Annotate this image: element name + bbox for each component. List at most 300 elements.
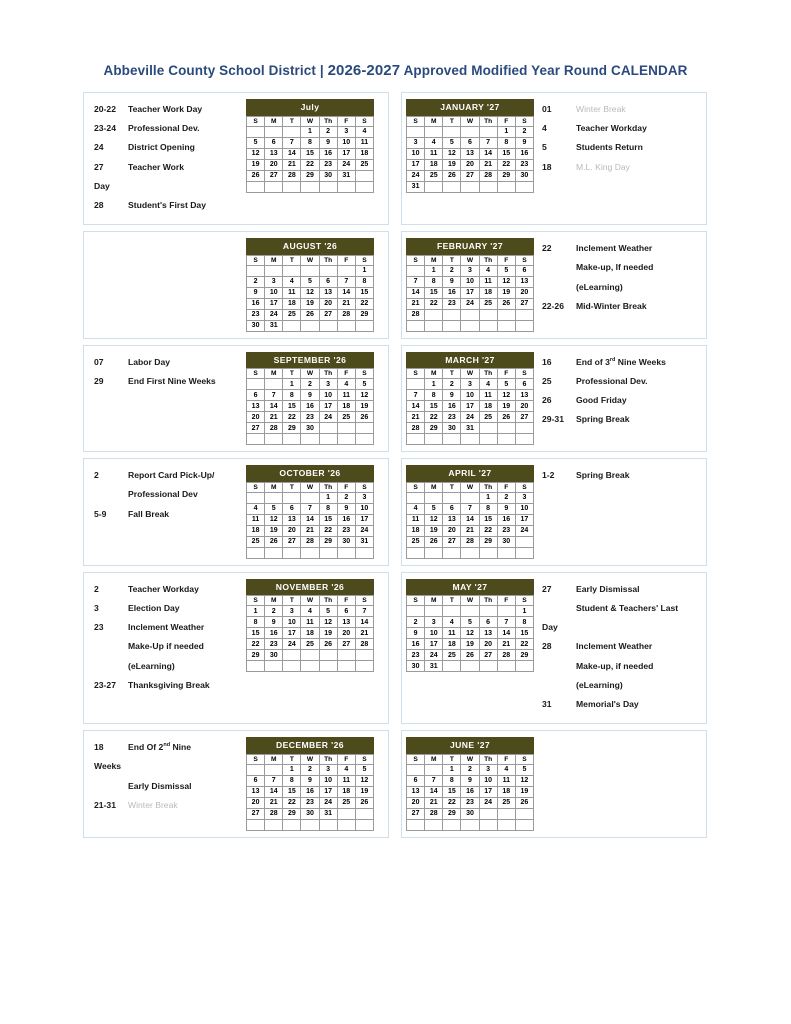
day-cell: 15	[515, 628, 533, 639]
day-cell: 2	[301, 379, 319, 390]
note-date: 22	[542, 243, 552, 254]
empty-day-cell	[247, 181, 265, 192]
day-cell: 9	[319, 137, 337, 148]
day-cell: 26	[425, 536, 443, 547]
day-cell: 5	[355, 379, 373, 390]
weekday-s: S	[515, 255, 533, 265]
weekday-header-row	[407, 255, 534, 265]
day-cell: 28	[407, 423, 425, 434]
day-cell: 4	[337, 379, 355, 390]
week-row	[407, 492, 534, 503]
empty-day-cell	[497, 181, 515, 192]
day-cell: 8	[425, 276, 443, 287]
day-cell: 19	[319, 628, 337, 639]
month-title-january: JANUARY '27	[406, 99, 534, 116]
weekday-header-row	[247, 255, 374, 265]
note-text: Teacher Work	[128, 161, 185, 172]
week-row	[247, 786, 374, 797]
weekday-s: S	[355, 482, 373, 492]
day-cell: 1	[283, 379, 301, 390]
note-item	[542, 640, 692, 652]
empty-day-cell	[407, 606, 425, 617]
empty-day-cell	[461, 434, 479, 445]
notes-december	[88, 737, 246, 831]
empty-day-cell	[407, 126, 425, 137]
day-cell: 1	[479, 492, 497, 503]
day-cell: 15	[283, 401, 301, 412]
weekday-f: F	[337, 369, 355, 379]
weekday-m: M	[265, 596, 283, 606]
day-cell: 26	[319, 639, 337, 650]
note-text	[128, 180, 244, 192]
day-cell: 17	[407, 159, 425, 170]
week-row	[247, 764, 374, 775]
day-cell: 15	[319, 514, 337, 525]
week-row	[407, 137, 534, 148]
day-cell: 1	[443, 764, 461, 775]
empty-day-cell	[355, 547, 373, 558]
empty-day-cell	[283, 547, 301, 558]
day-cell: 22	[425, 412, 443, 423]
day-cell: 18	[355, 148, 373, 159]
day-cell: 2	[407, 617, 425, 628]
week-row	[407, 423, 534, 434]
empty-day-cell	[479, 181, 497, 192]
empty-day-cell	[337, 808, 355, 819]
empty-day-cell	[515, 536, 533, 547]
calendar-november	[246, 579, 374, 717]
note-item	[542, 281, 692, 293]
day-cell: 31	[407, 181, 425, 192]
day-cell: 16	[497, 514, 515, 525]
day-cell: 26	[355, 797, 373, 808]
day-cell: 22	[283, 797, 301, 808]
day-cell: 7	[425, 775, 443, 786]
day-cell: 9	[301, 390, 319, 401]
day-cell: 30	[319, 170, 337, 181]
empty-day-cell	[337, 650, 355, 661]
note-text: District Opening	[128, 142, 195, 153]
day-cell: 25	[283, 309, 301, 320]
month-table-march	[406, 352, 534, 446]
day-cell: 19	[355, 401, 373, 412]
day-cell: 19	[247, 159, 265, 170]
note-date: 23-24	[94, 123, 116, 134]
month-title-june: JUNE '27	[406, 737, 534, 754]
weekday-header-row	[407, 596, 534, 606]
month-title-december: DECEMBER '26	[246, 737, 374, 754]
day-cell: 20	[407, 797, 425, 808]
note-date: 3	[94, 602, 99, 613]
day-cell: 29	[283, 808, 301, 819]
note-text: Professional Dev.	[576, 375, 648, 386]
weekday-m: M	[265, 255, 283, 265]
empty-day-cell	[247, 379, 265, 390]
note-date: 07	[94, 356, 104, 367]
empty-day-cell	[247, 547, 265, 558]
empty-day-cell	[461, 309, 479, 320]
day-cell: 28	[461, 536, 479, 547]
note-date: 28	[94, 200, 104, 211]
panel-march	[401, 345, 707, 453]
day-cell: 3	[283, 606, 301, 617]
note-text: Early Dismissal	[128, 780, 192, 791]
empty-day-cell	[443, 492, 461, 503]
day-cell: 11	[337, 390, 355, 401]
month-title-september: SEPTEMBER '26	[246, 352, 374, 369]
day-cell: 16	[265, 628, 283, 639]
empty-day-cell	[247, 661, 265, 672]
day-cell: 29	[301, 170, 319, 181]
weekday-m: M	[265, 369, 283, 379]
note-date: 18	[542, 161, 552, 172]
day-cell: 20	[443, 525, 461, 536]
day-cell: 16	[461, 786, 479, 797]
empty-day-cell	[407, 819, 425, 830]
day-cell: 25	[425, 170, 443, 181]
day-cell: 11	[497, 775, 515, 786]
empty-day-cell	[301, 181, 319, 192]
day-cell: 8	[443, 775, 461, 786]
day-cell: 4	[337, 764, 355, 775]
weekday-th: Th	[479, 754, 497, 764]
day-cell: 25	[479, 412, 497, 423]
day-cell: 5	[319, 606, 337, 617]
week-row	[247, 126, 374, 137]
day-cell: 25	[301, 639, 319, 650]
day-cell: 6	[247, 775, 265, 786]
day-cell: 12	[319, 617, 337, 628]
day-cell: 19	[497, 401, 515, 412]
note-date	[542, 679, 576, 691]
empty-day-cell	[247, 764, 265, 775]
day-cell: 14	[407, 287, 425, 298]
note-item	[94, 199, 244, 211]
day-cell: 28	[355, 639, 373, 650]
day-cell: 14	[265, 786, 283, 797]
empty-day-cell	[337, 661, 355, 672]
week-row	[247, 390, 374, 401]
day-cell: 9	[301, 775, 319, 786]
weekday-m: M	[265, 116, 283, 126]
day-cell: 15	[497, 148, 515, 159]
note-item	[542, 161, 692, 173]
month-title-april: APRIL '27	[406, 465, 534, 482]
day-cell: 23	[515, 159, 533, 170]
empty-day-cell	[283, 819, 301, 830]
day-cell: 18	[407, 525, 425, 536]
week-row	[247, 639, 374, 650]
day-cell: 17	[425, 639, 443, 650]
week-row	[247, 276, 374, 287]
note-date: 22-26	[542, 300, 564, 311]
month-title-february: FEBRUARY '27	[406, 238, 534, 255]
day-cell: 24	[265, 309, 283, 320]
note-text: (eLearning)	[576, 281, 623, 292]
day-cell: 4	[283, 276, 301, 287]
note-item	[542, 583, 692, 595]
weekday-m: M	[425, 482, 443, 492]
empty-day-cell	[515, 808, 533, 819]
note-item	[94, 741, 244, 753]
empty-day-cell	[479, 309, 497, 320]
day-cell: 22	[497, 159, 515, 170]
week-row	[247, 525, 374, 536]
day-cell: 3	[265, 276, 283, 287]
day-cell: 24	[425, 650, 443, 661]
day-cell: 27	[407, 808, 425, 819]
day-cell: 17	[479, 786, 497, 797]
weekday-header-row	[247, 754, 374, 764]
month-table-april	[406, 465, 534, 559]
day-cell: 9	[265, 617, 283, 628]
empty-day-cell	[443, 126, 461, 137]
day-cell: 24	[479, 797, 497, 808]
note-item	[542, 242, 692, 254]
day-cell: 14	[425, 786, 443, 797]
day-cell: 21	[479, 159, 497, 170]
day-cell: 18	[337, 786, 355, 797]
day-cell: 2	[443, 379, 461, 390]
week-row	[407, 159, 534, 170]
weekday-s: S	[247, 482, 265, 492]
note-item	[542, 375, 692, 387]
note-item	[542, 261, 692, 273]
day-cell: 30	[497, 536, 515, 547]
note-text: Winter Break	[576, 104, 626, 114]
weekday-w: W	[461, 255, 479, 265]
day-cell: 12	[301, 287, 319, 298]
empty-day-cell	[355, 423, 373, 434]
note-text: Inclement Weather	[576, 243, 653, 254]
day-cell: 15	[247, 628, 265, 639]
weekday-w: W	[301, 754, 319, 764]
week-row	[247, 137, 374, 148]
day-cell: 6	[265, 137, 283, 148]
note-item	[542, 141, 692, 153]
empty-day-cell	[265, 265, 283, 276]
day-cell: 13	[283, 514, 301, 525]
day-cell: 4	[479, 265, 497, 276]
weekday-header-row	[407, 754, 534, 764]
day-cell: 30	[265, 650, 283, 661]
week-row	[407, 390, 534, 401]
note-text: Inclement Weather	[576, 641, 653, 652]
panel-april	[401, 458, 707, 566]
day-cell: 13	[461, 148, 479, 159]
day-cell: 2	[301, 764, 319, 775]
day-cell: 4	[355, 126, 373, 137]
week-row	[247, 309, 374, 320]
note-item	[94, 780, 244, 792]
week-row	[407, 514, 534, 525]
weekday-m: M	[265, 482, 283, 492]
day-cell: 13	[265, 148, 283, 159]
day-cell: 8	[283, 390, 301, 401]
day-cell: 18	[425, 159, 443, 170]
note-item	[542, 413, 692, 425]
empty-day-cell	[461, 492, 479, 503]
weekday-s: S	[247, 116, 265, 126]
day-cell: 3	[407, 137, 425, 148]
day-cell: 19	[497, 287, 515, 298]
day-cell: 20	[247, 412, 265, 423]
empty-day-cell	[301, 819, 319, 830]
weekday-th: Th	[479, 116, 497, 126]
day-cell: 26	[461, 650, 479, 661]
day-cell: 16	[301, 401, 319, 412]
empty-day-cell	[319, 650, 337, 661]
empty-day-cell	[479, 126, 497, 137]
day-cell: 16	[515, 148, 533, 159]
day-cell: 1	[515, 606, 533, 617]
day-cell: 2	[319, 126, 337, 137]
week-row	[247, 159, 374, 170]
empty-day-cell	[355, 320, 373, 331]
empty-day-cell	[319, 265, 337, 276]
day-cell: 25	[355, 159, 373, 170]
day-cell: 10	[283, 617, 301, 628]
day-cell: 1	[497, 126, 515, 137]
day-cell: 23	[247, 309, 265, 320]
empty-day-cell	[515, 320, 533, 331]
note-item	[94, 356, 244, 368]
note-item	[94, 180, 244, 192]
empty-day-cell	[461, 661, 479, 672]
day-cell: 8	[479, 503, 497, 514]
empty-day-cell	[319, 661, 337, 672]
note-date: 2	[94, 583, 99, 594]
day-cell: 11	[283, 287, 301, 298]
day-cell: 8	[425, 390, 443, 401]
weekday-f: F	[497, 369, 515, 379]
month-title-may: MAY '27	[406, 579, 534, 596]
note-date	[542, 261, 576, 273]
panel-february	[401, 231, 707, 339]
day-cell: 30	[461, 808, 479, 819]
day-cell: 26	[497, 412, 515, 423]
weekday-t: T	[283, 255, 301, 265]
week-row	[407, 606, 534, 617]
day-cell: 12	[265, 514, 283, 525]
day-cell: 2	[497, 492, 515, 503]
weekday-th: Th	[319, 116, 337, 126]
note-text: Professional Dev.	[128, 123, 200, 134]
weekday-m: M	[265, 754, 283, 764]
note-date: 23	[94, 622, 104, 633]
weekday-s: S	[407, 754, 425, 764]
day-cell: 7	[461, 503, 479, 514]
note-text: Memorial's Day	[576, 698, 639, 709]
panel-january	[401, 92, 707, 225]
week-row	[407, 265, 534, 276]
note-item	[542, 300, 692, 312]
empty-day-cell	[497, 320, 515, 331]
weekday-w: W	[461, 754, 479, 764]
calendar-row-1	[83, 92, 708, 225]
empty-day-cell	[479, 819, 497, 830]
week-row	[247, 265, 374, 276]
note-date: 5-9	[94, 508, 107, 519]
note-date	[94, 640, 128, 652]
day-cell: 31	[319, 808, 337, 819]
day-cell: 20	[515, 287, 533, 298]
day-cell: 10	[355, 503, 373, 514]
note-item	[542, 394, 692, 406]
day-cell: 7	[283, 137, 301, 148]
note-date: 26	[542, 395, 552, 406]
day-cell: 4	[301, 606, 319, 617]
note-date	[542, 602, 576, 614]
empty-day-cell	[337, 423, 355, 434]
panel-august	[83, 231, 389, 339]
note-text: Make-Up if needed	[128, 641, 204, 652]
note-text: End Of 2nd Nine	[128, 742, 192, 753]
day-cell: 23	[443, 298, 461, 309]
week-row	[407, 320, 534, 331]
empty-day-cell	[283, 492, 301, 503]
note-item	[94, 799, 244, 811]
day-cell: 12	[355, 775, 373, 786]
note-text: Student & Teachers' Last	[576, 602, 679, 613]
weekday-w: W	[301, 482, 319, 492]
day-cell: 31	[355, 536, 373, 547]
day-cell: 4	[247, 503, 265, 514]
day-cell: 26	[443, 170, 461, 181]
note-date: 24	[94, 142, 104, 153]
day-cell: 5	[461, 617, 479, 628]
empty-day-cell	[461, 547, 479, 558]
day-cell: 29	[443, 808, 461, 819]
note-item	[94, 161, 244, 173]
week-row	[407, 412, 534, 423]
day-cell: 10	[407, 148, 425, 159]
week-row	[247, 503, 374, 514]
empty-day-cell	[497, 819, 515, 830]
note-date: Day	[94, 180, 110, 191]
empty-day-cell	[497, 309, 515, 320]
week-row	[247, 181, 374, 192]
empty-day-cell	[407, 434, 425, 445]
day-cell: 13	[515, 276, 533, 287]
weekday-s: S	[515, 482, 533, 492]
empty-day-cell	[407, 764, 425, 775]
day-cell: 7	[301, 503, 319, 514]
empty-day-cell	[283, 434, 301, 445]
empty-day-cell	[355, 650, 373, 661]
empty-day-cell	[407, 265, 425, 276]
empty-day-cell	[443, 434, 461, 445]
day-cell: 10	[515, 503, 533, 514]
empty-day-cell	[443, 309, 461, 320]
week-row	[247, 170, 374, 181]
note-item	[94, 602, 244, 614]
week-row	[407, 148, 534, 159]
day-cell: 26	[515, 797, 533, 808]
empty-day-cell	[283, 265, 301, 276]
day-cell: 29	[425, 423, 443, 434]
day-cell: 27	[265, 170, 283, 181]
empty-day-cell	[247, 265, 265, 276]
note-date: 1-2	[542, 470, 555, 481]
day-cell: 6	[407, 775, 425, 786]
month-title-october: OCTOBER '26	[246, 465, 374, 482]
note-item	[94, 760, 244, 772]
weekday-t: T	[443, 116, 461, 126]
day-cell: 10	[461, 390, 479, 401]
empty-day-cell	[497, 661, 515, 672]
day-cell: 12	[443, 148, 461, 159]
